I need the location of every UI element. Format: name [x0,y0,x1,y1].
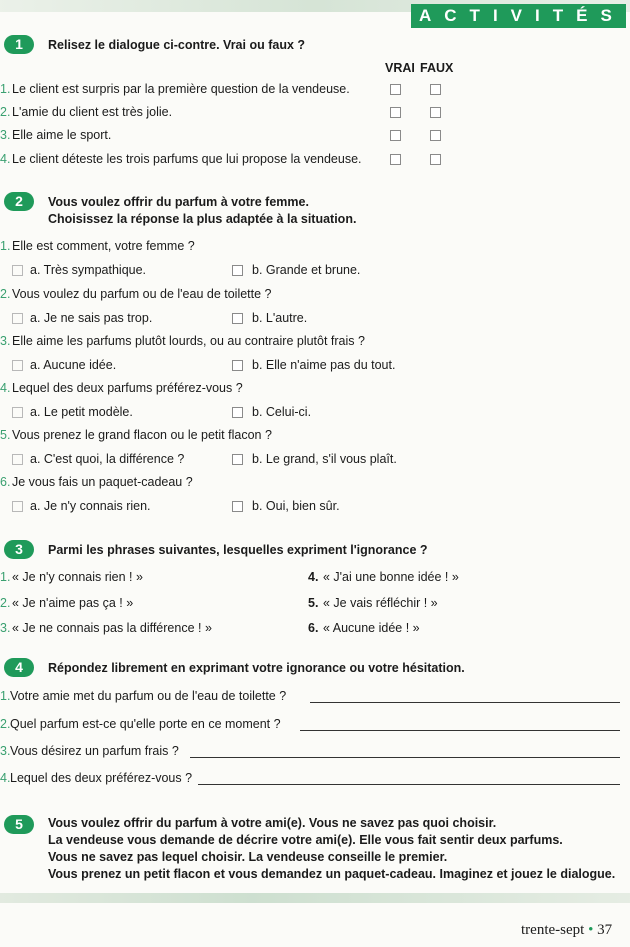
faux-checkbox[interactable] [430,130,441,141]
phrase-number: 5. [308,596,319,610]
option-a-text: a. Très sympathique. [30,263,147,277]
phrase-number: 3. [0,621,11,635]
page-number-words: trente-sept [521,922,585,938]
option-a-checkbox[interactable] [12,407,23,418]
phrase-text: « Aucune idée ! » [323,621,420,635]
answer-prompt: Quel parfum est-ce qu'elle porte en ce moment ? [10,717,281,731]
section-3-instruction: Parmi les phrases suivantes, lesquelles expriment l'ignorance ? [48,543,428,557]
statement-number: 2. [0,105,11,119]
phrase-text: « Je vais réfléchir ! » [323,596,438,610]
section-2-instruction-line2: Choisissez la réponse la plus adaptée à la situation. [48,212,357,226]
phrase-number: 6. [308,621,319,635]
faux-column-header: FAUX [420,61,454,75]
bottom-decorative-band [0,893,630,903]
statement-text: Le client déteste les trois parfums que lui propose la vendeuse. [12,152,362,166]
option-b-text: b. Elle n'aime pas du tout. [252,358,396,372]
question-number: 2. [0,287,11,301]
answer-number: 4. [0,771,11,785]
question-text: Vous prenez le grand flacon ou le petit flacon ? [12,428,272,442]
option-b-text: b. Grande et brune. [252,263,361,277]
option-b-checkbox[interactable] [232,501,243,512]
option-b-text: b. Le grand, s'il vous plaît. [252,452,397,466]
phrase-number: 4. [308,570,319,584]
bullet-dot-icon: • [588,922,594,938]
section-5-instruction-line: Vous voulez offrir du parfum à votre ami(e). Vous ne savez pas quoi choisir. [48,816,497,830]
section-1-instruction: Relisez le dialogue ci-contre. Vrai ou faux ? [48,38,306,52]
question-text: Elle est comment, votre femme ? [12,239,195,253]
section-5-instruction-line: La vendeuse vous demande de décrire votre ami(e). Elle vous fait sentir deux parfums. [48,833,563,847]
option-b-text: b. Celui-ci. [252,405,312,419]
activites-banner: ACTIVITÉS [411,4,626,28]
answer-line[interactable] [300,730,620,731]
option-a-checkbox[interactable] [12,265,23,276]
answer-line[interactable] [190,757,620,758]
vrai-column-header: VRAI [385,61,415,75]
option-b-checkbox[interactable] [232,454,243,465]
phrase-text: « J'ai une bonne idée ! » [323,570,459,584]
answer-prompt: Vous désirez un parfum frais ? [10,744,179,758]
question-number: 6. [0,475,11,489]
statement-text: L'amie du client est très jolie. [12,105,173,119]
option-a-text: a. C'est quoi, la différence ? [30,452,185,466]
option-b-checkbox[interactable] [232,360,243,371]
question-number: 1. [0,239,11,253]
answer-number: 2. [0,717,11,731]
option-b-text: b. Oui, bien sûr. [252,499,340,513]
section-5-instruction-line: Vous prenez un petit flacon et vous demandez un paquet-cadeau. Imaginez et jouez le dialogue. [48,867,616,881]
statement-number: 4. [0,152,11,166]
statement-text: Elle aime le sport. [12,128,112,142]
option-a-checkbox[interactable] [12,454,23,465]
answer-number: 3. [0,744,11,758]
vrai-checkbox[interactable] [390,130,401,141]
statement-number: 1. [0,82,11,96]
option-a-text: a. Je n'y connais rien. [30,499,151,513]
page-number: 37 [597,922,613,938]
question-text: Elle aime les parfums plutôt lourds, ou au contraire plutôt frais ? [12,334,365,348]
section-4-badge: 4 [4,658,34,677]
question-number: 5. [0,428,11,442]
vrai-checkbox[interactable] [390,107,401,118]
option-b-text: b. L'autre. [252,311,308,325]
answer-prompt: Lequel des deux préférez-vous ? [10,771,193,785]
phrase-text: « Je n'aime pas ça ! » [12,596,134,610]
section-5-instruction-line: Vous ne savez pas lequel choisir. La vendeuse conseille le premier. [48,850,448,864]
phrase-number: 1. [0,570,11,584]
faux-checkbox[interactable] [430,84,441,95]
section-1-badge: 1 [4,35,34,54]
section-3-badge: 3 [4,540,34,559]
answer-prompt: Votre amie met du parfum ou de l'eau de toilette ? [10,689,287,703]
option-a-checkbox[interactable] [12,360,23,371]
option-b-checkbox[interactable] [232,265,243,276]
option-a-text: a. Je ne sais pas trop. [30,311,153,325]
question-number: 3. [0,334,11,348]
vrai-checkbox[interactable] [390,154,401,165]
section-2-badge: 2 [4,192,34,211]
statement-text: Le client est surpris par la première question de la vendeuse. [12,82,350,96]
section-4-instruction: Répondez librement en exprimant votre ignorance ou votre hésitation. [48,661,465,675]
option-a-text: a. Le petit modèle. [30,405,133,419]
question-text: Lequel des deux parfums préférez-vous ? [12,381,243,395]
option-b-checkbox[interactable] [232,407,243,418]
statement-number: 3. [0,128,11,142]
answer-number: 1. [0,689,11,703]
section-2-instruction-line1: Vous voulez offrir du parfum à votre femme. [48,195,309,209]
phrase-text: « Je ne connais pas la différence ! » [12,621,212,635]
answer-line[interactable] [310,702,620,703]
vrai-checkbox[interactable] [390,84,401,95]
answer-line[interactable] [198,784,620,785]
faux-checkbox[interactable] [430,154,441,165]
question-text: Vous voulez du parfum ou de l'eau de toilette ? [12,287,272,301]
page-footer [521,922,612,939]
option-a-checkbox[interactable] [12,313,23,324]
question-text: Je vous fais un paquet-cadeau ? [12,475,193,489]
faux-checkbox[interactable] [430,107,441,118]
option-b-checkbox[interactable] [232,313,243,324]
question-number: 4. [0,381,11,395]
option-a-checkbox[interactable] [12,501,23,512]
option-a-text: a. Aucune idée. [30,358,117,372]
phrase-text: « Je n'y connais rien ! » [12,570,143,584]
phrase-number: 2. [0,596,11,610]
section-5-badge: 5 [4,815,34,834]
